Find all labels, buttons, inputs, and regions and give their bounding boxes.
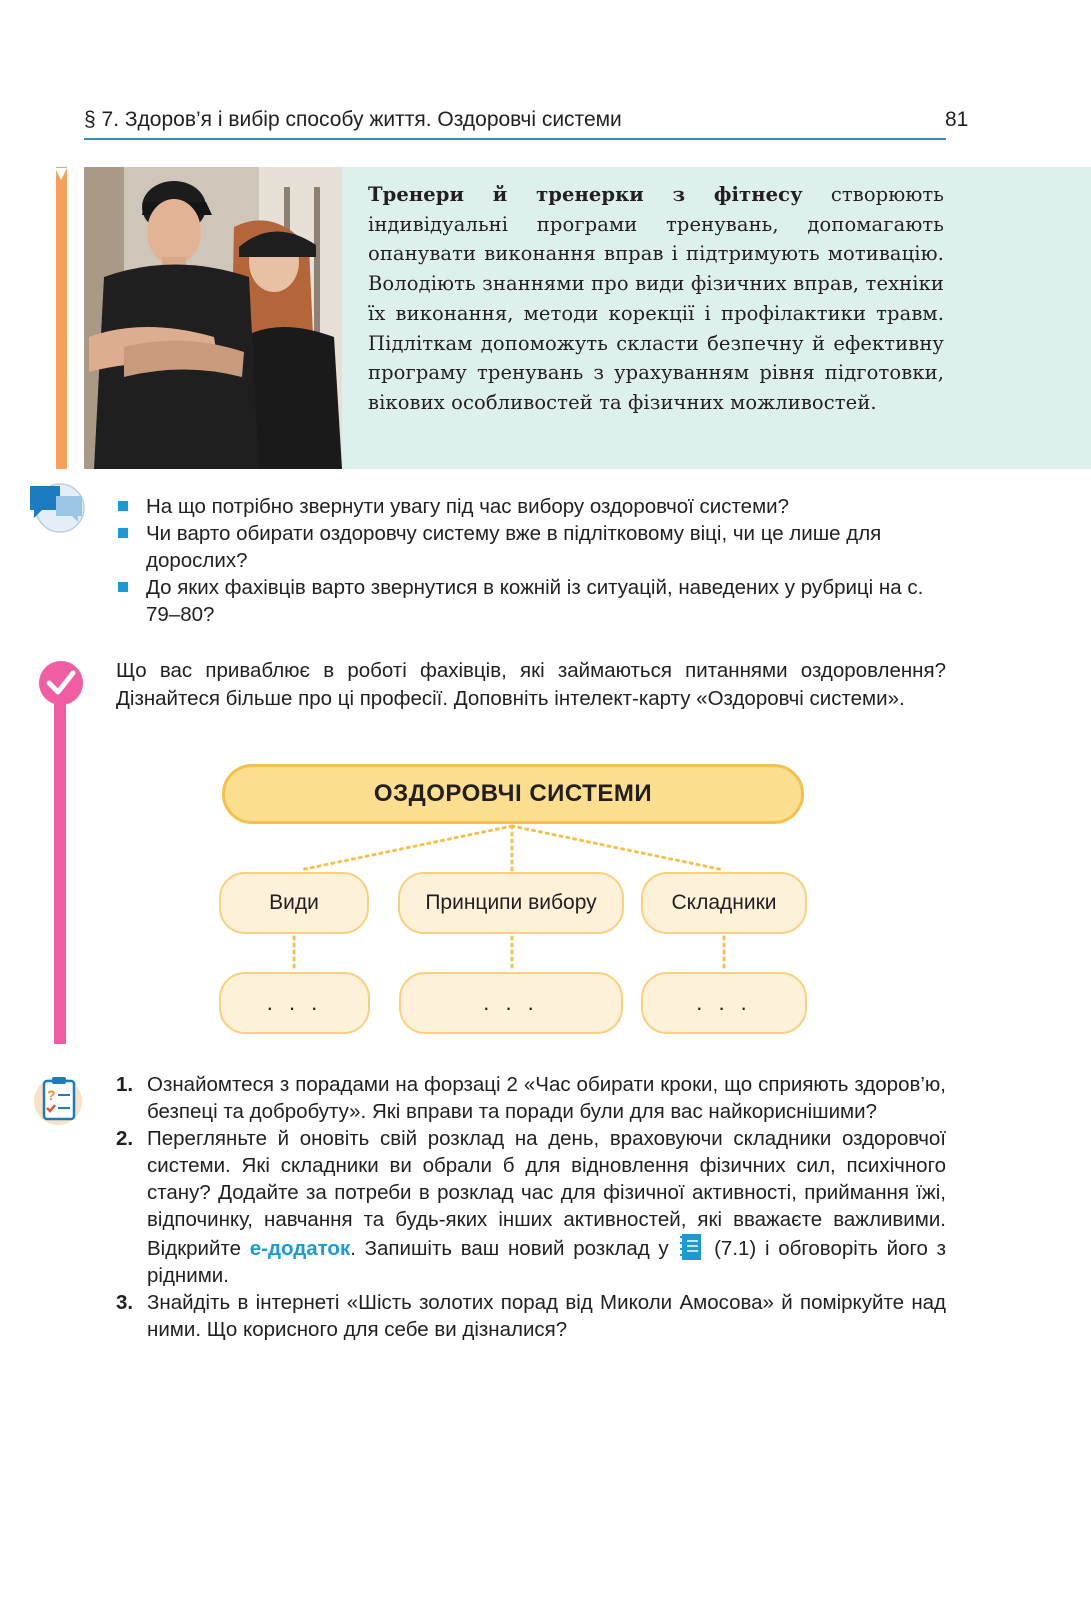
discussion-question-list <box>118 493 948 628</box>
orange-bar-arrow <box>55 168 67 180</box>
bullet-square-icon <box>118 501 128 511</box>
checklist-icon <box>32 1073 86 1127</box>
orange-side-bar <box>56 167 67 469</box>
discussion-icon <box>26 482 86 534</box>
mind-map-empty-node: . . . <box>641 972 807 1034</box>
list-item: 2. Перегляньте й оновіть свій розклад на день, враховуючи складники оздоровчої системи. Які складники ви обрали б для відновлення фізичних сил, психічного стану? Додайте за потреби в розклад час для фізичної активності, приймання їжі, відпочинку, навчання та будь-яких інших активностей, які вважаєте важливими. Відкрийте е-додаток. Запишіть ваш новий розклад у (7.1) і обговоріть його з рідними. <box>116 1127 947 1287</box>
mind-map-node-types: Види <box>219 872 369 934</box>
list-item: 1. Ознайомтеся з порадами на форзаці 2 «Час обирати кроки, що сприяють здоров’ю, безпеці та добробуту». Які вправи та поради були для вас найкориснішими? <box>116 1073 946 1123</box>
mind-map-node-components: Складники <box>641 872 807 934</box>
pink-side-bar <box>54 700 66 1044</box>
list-item: До яких фахівців варто звернутися в кожній із ситуацій, наведених у рубриці на с. 79–80? <box>118 574 948 628</box>
svg-text:?: ? <box>47 1087 56 1103</box>
list-item: 3. Знайдіть в інтернеті «Шість золотих порад від Миколи Амосова» й поміркуйте над ними. Що корисного для себе ви дізналися? <box>116 1291 946 1341</box>
mind-map-empty-node: . . . <box>219 972 370 1034</box>
trainers-photo <box>84 167 342 469</box>
page-header-title: § 7. Здоров’я і вибір способу життя. Оздоровчі системи <box>84 108 622 131</box>
info-box-body: створюють індивідуальні програми тренувань, допомагають опанувати виконання вправ і підтримують мотивацію. Володіють знаннями про види фізичних вправ, техніки їх виконання, методи корекції і профілактики травм. Підліткам допоможуть скласти безпечну й ефективну програму тренувань з урахуванням рівня підготовки, вікових особливостей та фізичних можливостей. <box>368 183 945 414</box>
homework-list <box>116 1071 946 1343</box>
bullet-square-icon <box>118 528 128 538</box>
header-divider <box>84 138 946 140</box>
mind-map-title: ОЗДОРОВЧІ СИСТЕМИ <box>222 764 804 824</box>
list-item: Чи варто обирати оздоровчу систему вже в підлітковому віці, чи це лише для дорослих? <box>118 520 948 574</box>
task-text: Що вас приваблює в роботі фахівців, які займаються питаннями оздоровлення? Дізнайтеся більше про ці професії. Доповніть інтелект-карту «Оздоровчі системи». <box>116 659 946 710</box>
page-number: 81 <box>945 108 969 131</box>
mind-map-node-principles: Принципи вибору <box>398 872 624 934</box>
bullet-square-icon <box>118 582 128 592</box>
mind-map-empty-node: . . . <box>399 972 623 1034</box>
e-dodatok-link[interactable]: е-додаток <box>249 1237 351 1260</box>
list-item: На що потрібно звернути увагу під час вибору оздоровчої системи? <box>118 493 948 520</box>
notebook-icon <box>680 1233 702 1261</box>
info-box-bold-lead: Тренери й тренерки з фітнесу <box>368 183 803 206</box>
info-box-text <box>368 180 944 418</box>
